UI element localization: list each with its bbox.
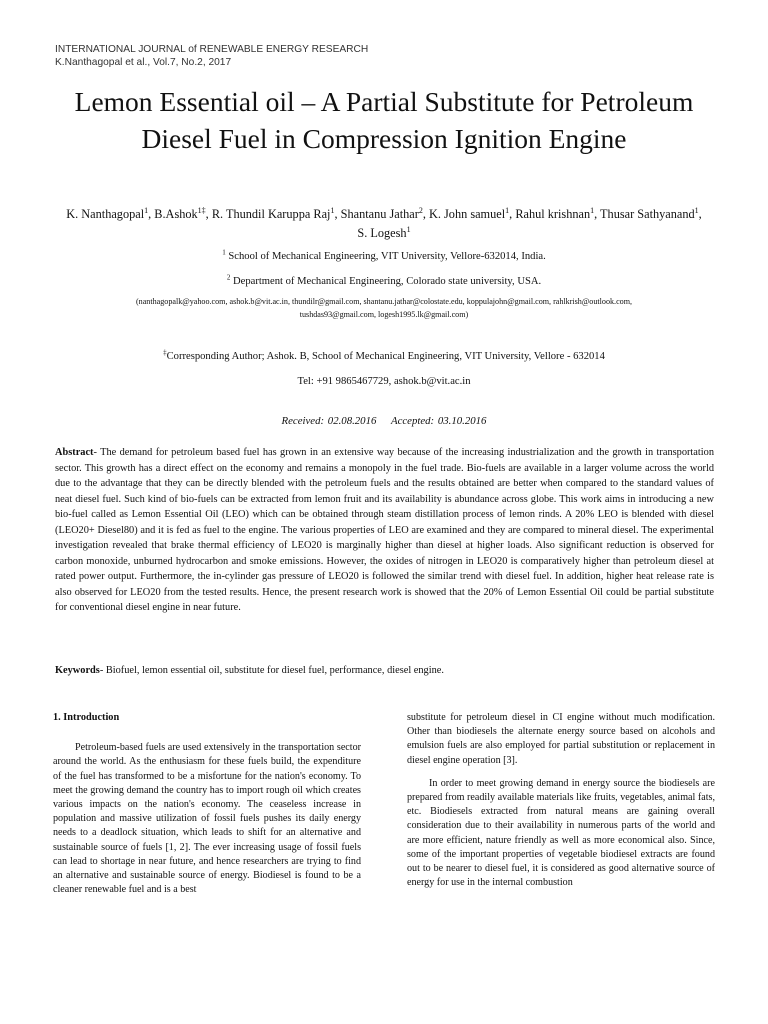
keywords	[55, 663, 714, 679]
paragraph: Petroleum-based fuels are used extensively in the transportation sector around the world. As the enthusiasm for these fuels build, the expenditure of the fuel has transformed to be a misfortune for the nation's economy. To meet the growing demand the country has to import rough oil which creates various impacts on the nation's economy. The ceaseless increase in population and massive utilization of fossil fuels pushes its daily energy needs to a deadlock situation, which leads to shift for an alternative and sustainable source of fuels [1, 2]. The ever increasing usage of fossil fuels can lead to shortage in near future, and hence researchers are trying to find an alternative and sustainable source of energy. Biodiesel is found to be a cleaner renewable fuel and is a best	[53, 742, 361, 896]
author: Rahul krishnan$^1$,	[515, 205, 601, 221]
affiliation-1	[60, 250, 708, 264]
abstract	[55, 445, 714, 616]
abstract-text: - The demand for petroleum based fuel has grown in an extensive way because of the increasing industrialization and the growth in transportation sector. This growth has a direct effect on the economy and remains a monopoly in the fuel trade. Bio-fuels are available in a larger volume across the world due to the advantage that they can be directly blended with the petroleum fuels and the results obtained are better when compared to the standard values of neat diesel fuel. Such kind of bio-fuels can be extracted from lemon fruit and its availability is abundance across globe. This work aims in introducing a new bio-fuel called as Lemon Essential Oil (LEO) which can be obtained through steam distillation process of lemon rinds. A 20% LEO is blended with diesel (LEO20+ Diesel80) and it is fed as fuel to the engine. The various properties of LEO are examined and they are compared to mineral diesel. The experimental investigation revealed that brake thermal efficiency of LEO20 is marginally higher than diesel at higher loads. Also significant reduction is observed for carbon monoxide, unburned hydrocarbon and smoke emissions. However, the oxides of nitrogen in LEO20 is comparatively higher than petroleum diesel at rated power output. Furthermore, the in-cylinder gas pressure of LEO20 is followed the similar trend with diesel fuel. In addition, higher heat release rate is also observed for LEO20 from the tested results. Hence, the present research work is showed that the 20% of Lemon Essential Oil could be partial substitute for conventional diesel engine in near future.	[55, 447, 714, 613]
author: B.Ashok$^{1\ddagger}$,	[154, 205, 212, 221]
author: K. John samuel$^1$,	[428, 205, 516, 221]
affiliation-text: Department of Mechanical Engineering, Colorado state university, USA.	[232, 276, 542, 287]
author: R. Thundil Karuppa Raj$^1$,	[211, 205, 341, 221]
paragraph: substitute for petroleum diesel in CI engine without much modification. Other than biodiesels the alternate energy source based on alcohols and emulsion fuels are also employed for partial substitution or replacement in diesel engine operation [3].	[407, 712, 715, 766]
affiliation-text: School of Mechanical Engineering, VIT University, Vellore-632014, India.	[228, 251, 546, 262]
emails-line-1: (nanthagopalk@yahoo.com, ashok.b@vit.ac.in, thundilr@gmail.com, shantanu.jathar@colostate.edu, koppulajohn@gmail.com, rahlkrish@outlook.com,	[135, 297, 633, 306]
section-heading: 1. Introduction	[53, 712, 120, 723]
affiliation-mark: 2	[226, 273, 231, 282]
keywords-label: Keywords	[55, 665, 100, 676]
journal-header	[55, 43, 368, 69]
affiliation-mark: 1	[222, 248, 226, 257]
corresponding-text: Corresponding Author; Ashok. B, School of Mechanical Engineering, VIT University, Vellore - 632014	[166, 351, 605, 362]
paragraph: In order to meet growing demand in energy source the biodiesels are prepared from readily available materials like fruits, vegetables, animal fats, etc. Biodiesels extracted from natural means are gaining overall consideration due to their availability in numerous parts of the world and are more efficient, nature friendly as well as more economical also. Since, some of the important properties of vegetable biodiesel extracts are found out to be nearer to diesel fuel, it is considered as good alternative source of energy for use in the internal combustion	[407, 777, 715, 889]
affiliation-2	[60, 275, 708, 289]
author: Thusar Sathyanand$^1$,	[600, 205, 702, 221]
paper-title: Lemon Essential oil – A Partial Substitute for Petroleum Diesel Fuel in Compression Ignition Engine	[74, 86, 694, 154]
author: Shantanu Jathar$^2$,	[340, 205, 429, 221]
journal-citation: K.Nanthagopal et al., Vol.7, No.2, 2017	[55, 57, 232, 68]
author: S. Logesh$^1$	[357, 224, 411, 240]
received-date: Received: 02.08.2016	[281, 415, 377, 427]
author-emails	[62, 296, 706, 321]
contact-line: Tel: +91 9865467729, ashok.b@vit.ac.in	[297, 376, 471, 387]
submission-dates	[60, 414, 708, 428]
corresponding-mark: ‡	[163, 348, 167, 357]
author: K. Nanthagopal$^1$,	[66, 205, 155, 221]
journal-name: INTERNATIONAL JOURNAL of RENEWABLE ENERGY RESEARCH	[55, 44, 369, 55]
emails-line-2: tushdas93@gmail.com, logesh1995.lk@gmail.com)	[299, 309, 469, 319]
corresponding-author	[60, 350, 708, 364]
column-left	[53, 711, 361, 897]
column-right	[407, 711, 715, 890]
abstract-label: Abstract	[55, 447, 94, 458]
keywords-text: - Biofuel, lemon essential oil, substitute for diesel fuel, performance, diesel engine.	[99, 665, 444, 676]
author-list	[66, 205, 702, 243]
accepted-date: Accepted: 03.10.2016	[391, 415, 487, 427]
